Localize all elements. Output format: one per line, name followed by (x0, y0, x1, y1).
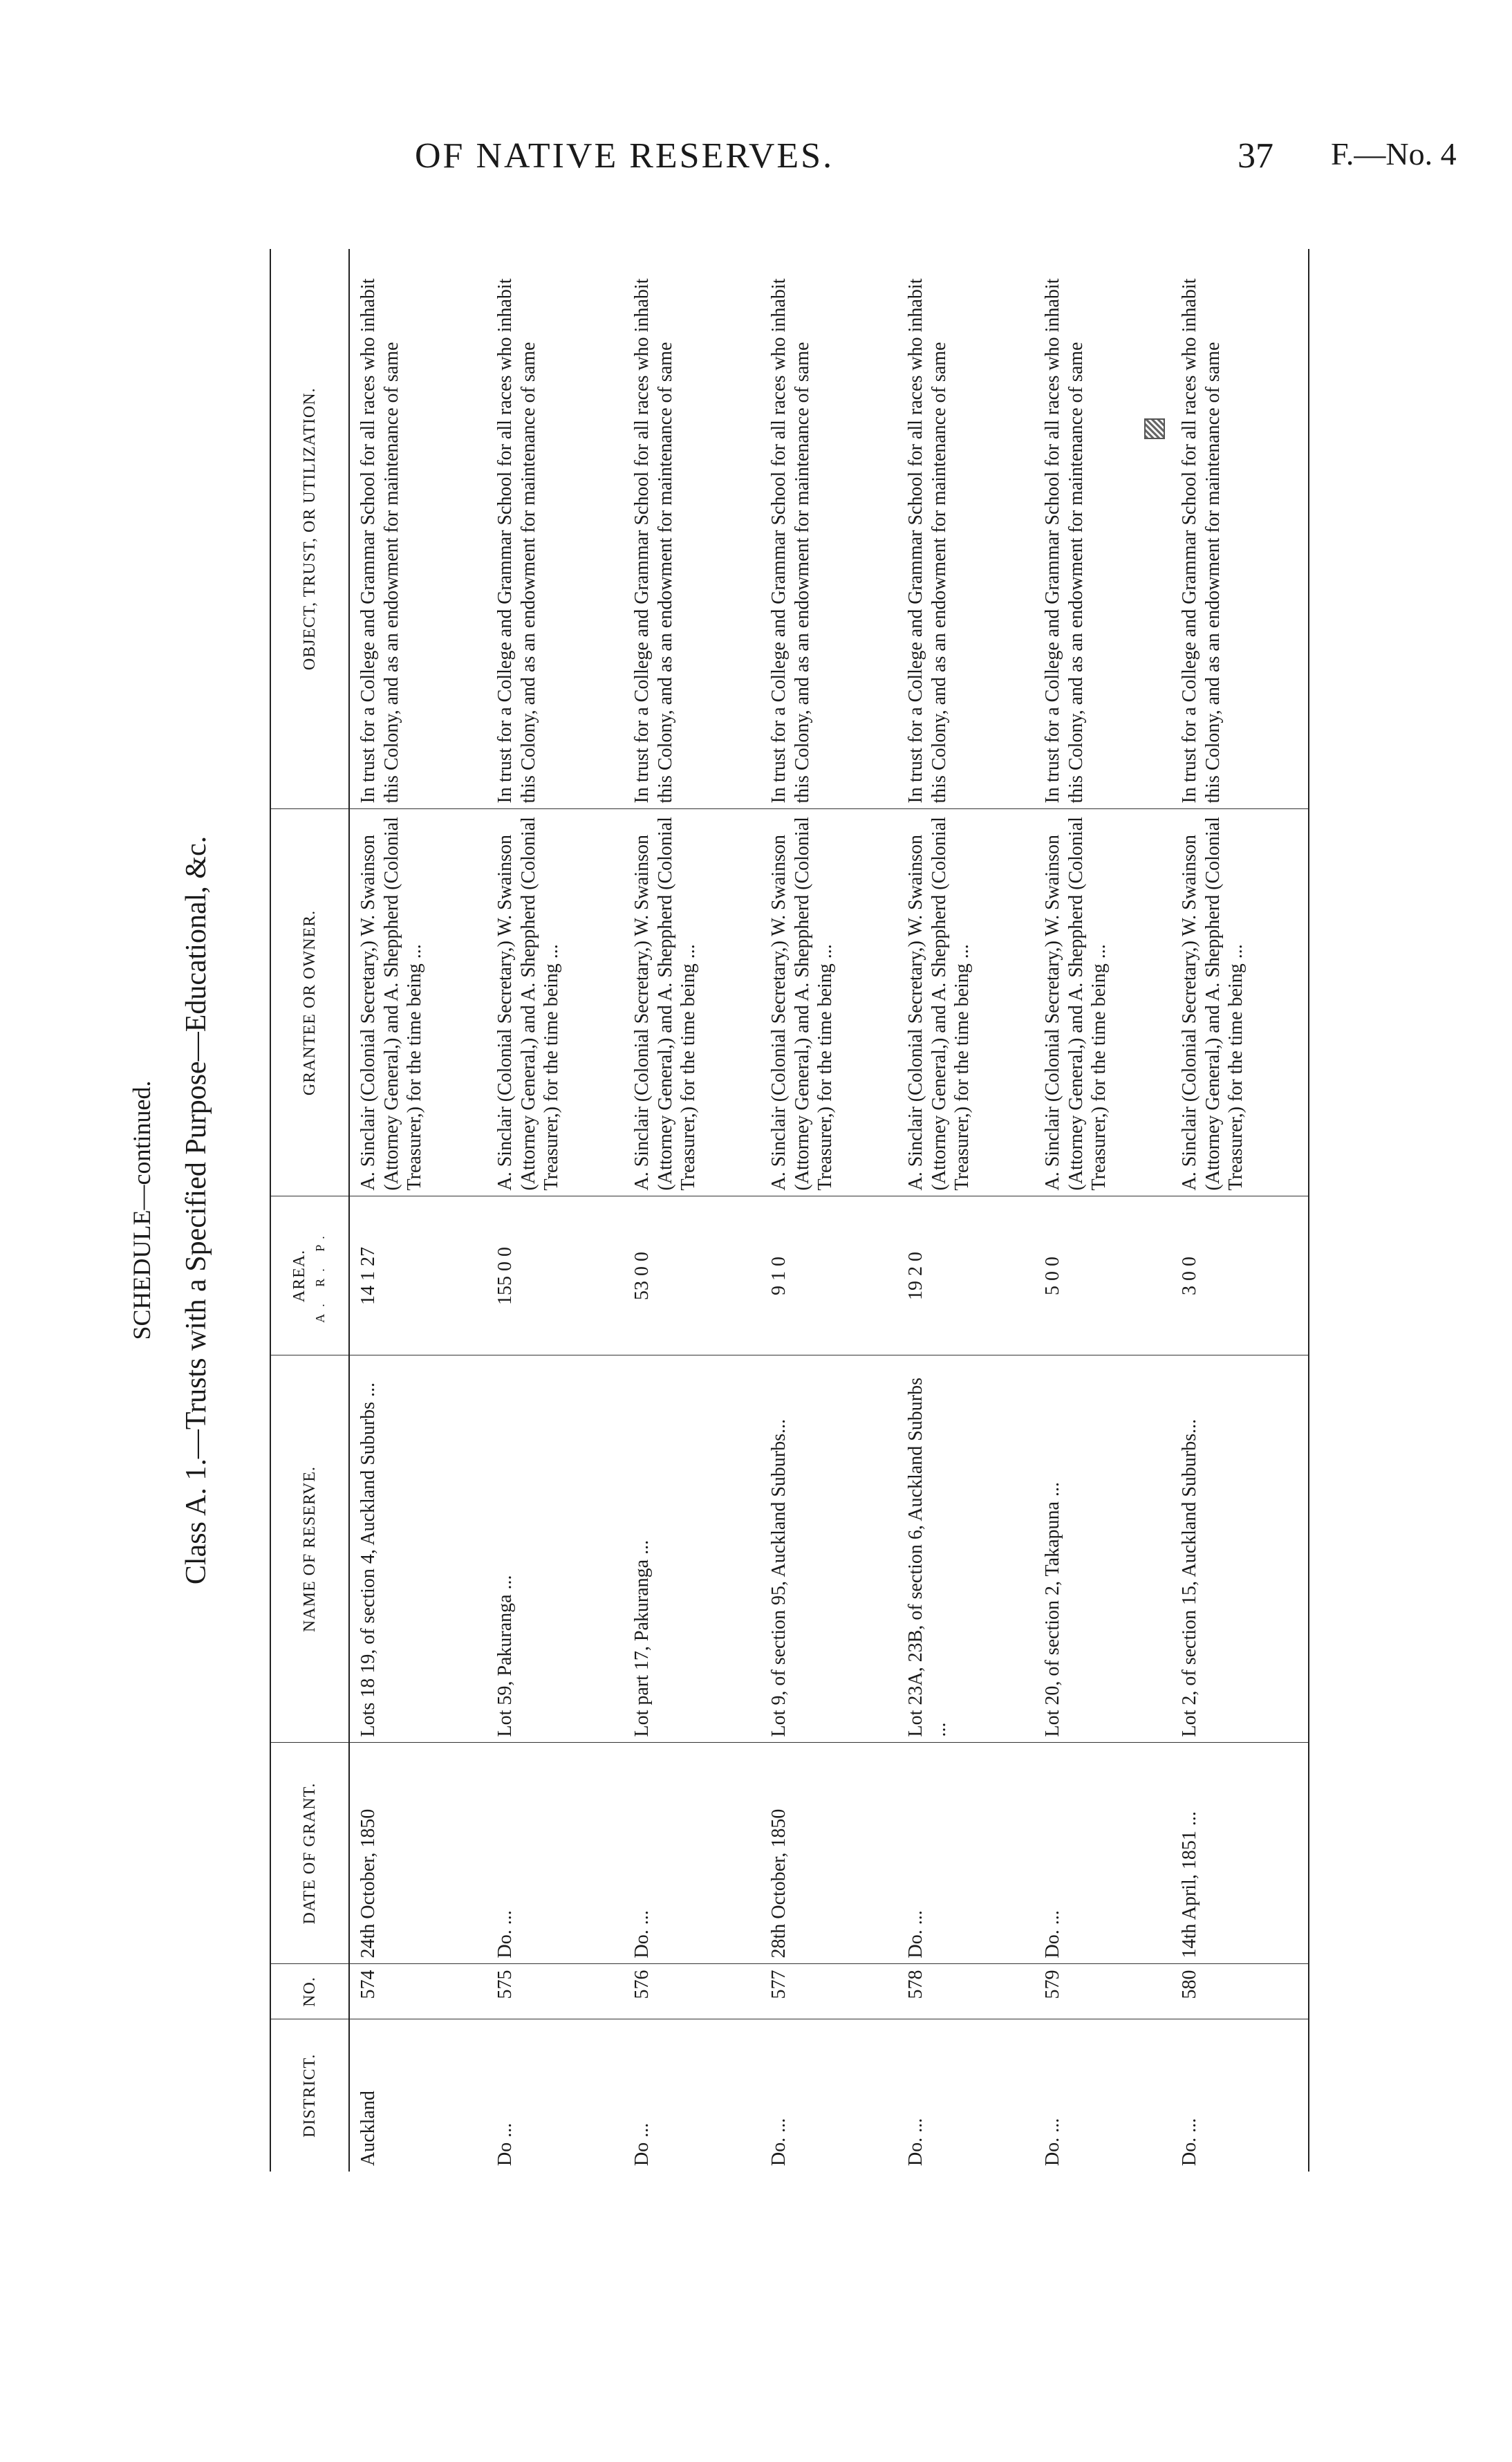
cell-area: 155 0 0 (487, 1196, 624, 1355)
table-row (624, 249, 760, 2172)
cell-date: Do. ... (487, 1743, 624, 1964)
cell-grantee: A. Sinclair (Colonial Secretary,) W. Swainson (Attorney General,) and A. Sheppherd (Colonial Treasurer,) for the time being ... (624, 809, 760, 1196)
cell-object: In trust for a College and Grammar School for all races who inhabit this Colony, and as an endowment for maintenance of same (1171, 249, 1309, 809)
reserves-table (270, 249, 1309, 2172)
cell-area: 3 0 0 (1171, 1196, 1309, 1355)
cell-no: 574 (349, 1964, 487, 2019)
cell-object: In trust for a College and Grammar School for all races who inhabit this Colony, and as an endowment for maintenance of same (1034, 249, 1171, 809)
cell-no: 576 (624, 1964, 760, 2019)
cell-name: Lot 20, of section 2, Takapuna ... (1034, 1355, 1171, 1743)
cell-name: Lot part 17, Pakuranga ... (624, 1355, 760, 1743)
rotated-schedule (124, 249, 1327, 2172)
table-row (487, 249, 624, 2172)
cell-name: Lots 18 19, of section 4, Auckland Suburbs ... (349, 1355, 487, 1743)
cell-no: 579 (1034, 1964, 1171, 2019)
col-area-label: AREA. (290, 1249, 309, 1303)
cell-date: 14th April, 1851 ... (1171, 1743, 1309, 1964)
schedule-title: SCHEDULE—continued. (128, 1080, 156, 1340)
cell-district: Do. ... (1171, 2019, 1309, 2172)
page-number: 37 (1238, 136, 1273, 176)
cell-date: Do. ... (897, 1743, 1034, 1964)
table-header (270, 249, 349, 2172)
table-row (1171, 249, 1309, 2172)
cell-object: In trust for a College and Grammar School for all races who inhabit this Colony, and as an endowment for maintenance of same (487, 249, 624, 809)
col-no: NO. (270, 1964, 349, 2019)
cell-grantee: A. Sinclair (Colonial Secretary,) W. Swainson (Attorney General,) and A. Sheppherd (Colonial Treasurer,) for the time being ... (897, 809, 1034, 1196)
col-name: NAME OF RESERVE. (270, 1355, 349, 1743)
cell-grantee: A. Sinclair (Colonial Secretary,) W. Swainson (Attorney General,) and A. Sheppherd (Colonial Treasurer,) for the time being ... (487, 809, 624, 1196)
cell-no: 580 (1171, 1964, 1309, 2019)
cell-area: 5 0 0 (1034, 1196, 1171, 1355)
col-date: DATE OF GRANT. (270, 1743, 349, 1964)
cell-no: 578 (897, 1964, 1034, 2019)
cell-grantee: A. Sinclair (Colonial Secretary,) W. Swainson (Attorney General,) and A. Sheppherd (Colonial Treasurer,) for the time being ... (349, 809, 487, 1196)
cell-area: 14 1 27 (349, 1196, 487, 1355)
table-row (760, 249, 897, 2172)
cell-object: In trust for a College and Grammar School for all races who inhabit this Colony, and as an endowment for maintenance of same (624, 249, 760, 809)
cell-name: Lot 9, of section 95, Auckland Suburbs... (760, 1355, 897, 1743)
table-row (1034, 249, 1171, 2172)
cell-district: Do. ... (1042, 2118, 1063, 2166)
col-area (270, 1196, 349, 1355)
cell-grantee: A. Sinclair (Colonial Secretary,) W. Swainson (Attorney General,) and A. Sheppherd (Colonial Treasurer,) for the time being ... (760, 809, 897, 1196)
cell-date: 28th October, 1850 (760, 1743, 897, 1964)
cell-object: In trust for a College and Grammar School for all races who inhabit this Colony, and as an endowment for maintenance of same (349, 249, 487, 809)
cell-district: Do ... (631, 2122, 653, 2166)
cell-district: Do. ... (768, 2118, 790, 2166)
cell-object: In trust for a College and Grammar School for all races who inhabit this Colony, and as an endowment for maintenance of same (897, 249, 1034, 809)
cell-date: 24th October, 1850 (349, 1743, 487, 1964)
area-units: A. R. P. (313, 1229, 327, 1323)
cell-name: Lot 59, Pakuranga ... (487, 1355, 624, 1743)
table-row (897, 249, 1034, 2172)
class-title: Class A. 1.—Trusts with a Specified Purpose—Educational, &c. (180, 835, 212, 1585)
cell-object: In trust for a College and Grammar School for all races who inhabit this Colony, and as an endowment for maintenance of same (760, 249, 897, 809)
table-row (349, 249, 487, 2172)
cell-district: Do. ... (905, 2118, 926, 2166)
cell-name: Lot 2, of section 15, Auckland Suburbs... (1171, 1355, 1309, 1743)
cell-date: Do. ... (1034, 1743, 1171, 1964)
cell-district: Auckland (357, 2091, 379, 2166)
cell-date: Do. ... (624, 1743, 760, 1964)
cell-grantee: A. Sinclair (Colonial Secretary,) W. Swainson (Attorney General,) and A. Sheppherd (Colonial Treasurer,) for the time being ... (1034, 809, 1171, 1196)
cell-no: 577 (760, 1964, 897, 2019)
cell-no: 575 (487, 1964, 624, 2019)
cell-district: Do ... (494, 2122, 516, 2166)
cell-area: 53 0 0 (624, 1196, 760, 1355)
cell-area: 9 1 0 (760, 1196, 897, 1355)
cell-area: 19 2 0 (897, 1196, 1034, 1355)
cell-name: Lot 23A, 23B, of section 6, Auckland Suburbs ... (897, 1355, 1034, 1743)
cell-grantee: A. Sinclair (Colonial Secretary,) W. Swainson (Attorney General,) and A. Sheppherd (Colonial Treasurer,) for the time being ... (1171, 809, 1309, 1196)
col-district: DISTRICT. (270, 2019, 349, 2172)
col-grantee: GRANTEE OR OWNER. (270, 809, 349, 1196)
running-title: OF NATIVE RESERVES. (415, 136, 834, 176)
col-object: OBJECT, TRUST, OR UTILIZATION. (270, 249, 349, 809)
series-number: F.—No. 4 (1331, 136, 1457, 172)
